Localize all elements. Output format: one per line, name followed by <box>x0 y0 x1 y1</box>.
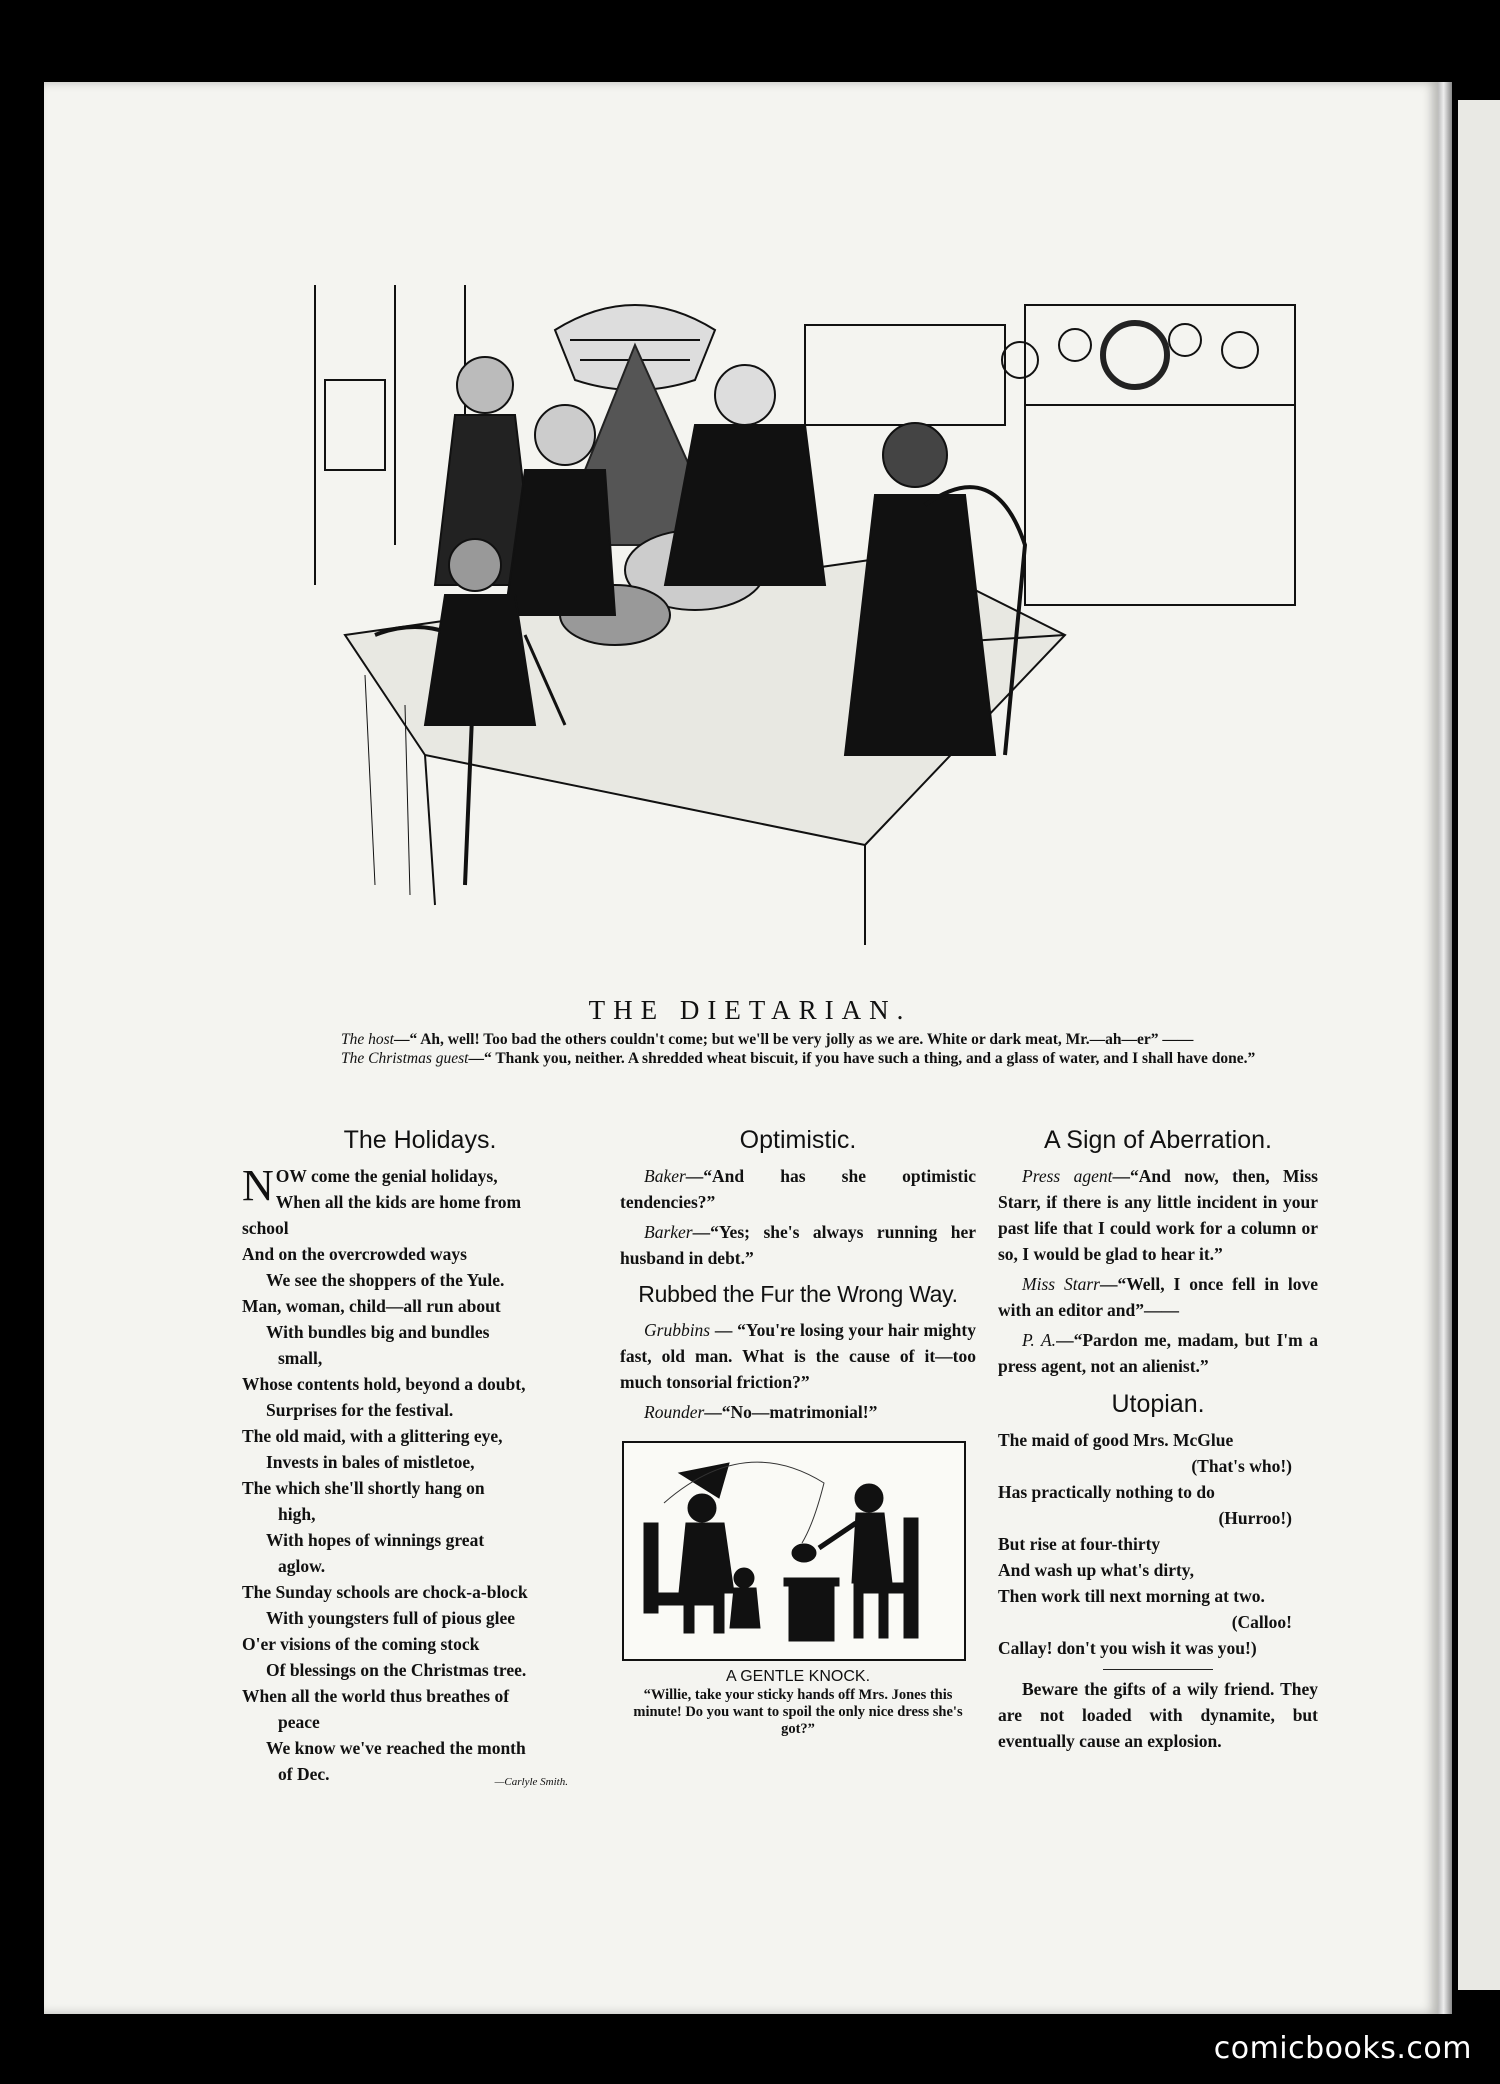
poem-line: With youngsters full of pious glee <box>266 1608 516 1628</box>
poem-line: We see the shoppers of the Yule. <box>266 1270 505 1290</box>
poem-line: high, <box>278 1504 316 1524</box>
dialogue-line <box>620 1317 976 1395</box>
drop-cap: N <box>242 1161 274 1210</box>
poem-line: school <box>242 1218 289 1238</box>
cartoon-caption <box>305 1030 1300 1068</box>
poem-title: The Holidays. <box>343 1126 497 1154</box>
section-divider <box>1103 1669 1213 1670</box>
poem-line: (Calloo! <box>1231 1612 1292 1632</box>
speaker-name: Miss Starr <box>1022 1274 1100 1294</box>
dialogue-text: —“And now, then, Miss Starr, if there is any little incident in your past life that I could work for a column or so, I would be glad to hear it.” <box>998 1166 1318 1264</box>
speaker-name: Rounder <box>644 1402 705 1422</box>
dialogue-text: —“No—matrimonial!” <box>704 1402 878 1422</box>
poem-line: With hopes of winnings great <box>266 1530 485 1550</box>
poem-verse <box>242 1163 598 1787</box>
cartoon-title: THE DIETARIAN. <box>588 995 912 1025</box>
speaker-name: P. A. <box>1022 1330 1057 1350</box>
poem-line: aglow. <box>278 1556 326 1576</box>
caption-line-guest <box>305 1049 1300 1068</box>
first-line-text: OW come the genial holidays, <box>275 1166 498 1186</box>
poem-line: (That's who!) <box>1191 1456 1292 1476</box>
speaker-name: Grubbins <box>644 1320 711 1340</box>
poem-line: But rise at four-thirty <box>998 1534 1161 1554</box>
adjacent-page-strip <box>1458 100 1500 1990</box>
poem-line: small, <box>278 1348 323 1368</box>
poem-author: —Carlyle Smith. <box>494 1776 568 1788</box>
poem-line: Then work till next morning at two. <box>998 1586 1265 1606</box>
silhouette-illustration <box>622 1441 966 1661</box>
dialogue-text: —“And has she optimistic tendencies?” <box>620 1166 976 1212</box>
dialogue-text: —“Well, I once fell in love with an editor and”—— <box>998 1274 1318 1320</box>
caption-text: —“ Thank you, neither. A shredded wheat biscuit, if you have such a thing, and a glass of water, and I shall have done.” <box>468 1050 1256 1067</box>
joke-title: Rubbed the Fur the Wrong Way. <box>638 1281 958 1307</box>
dinner-scene-drawing <box>305 285 1320 955</box>
caption-line-host <box>305 1030 1300 1049</box>
poem-line: Surprises for the festival. <box>266 1400 454 1420</box>
dialogue-text: — “You're losing your hair mighty fast, old man. What is the cause of it—too much tonsorial friction?” <box>620 1320 976 1392</box>
site-watermark: comicbooks.com <box>1213 2031 1472 2066</box>
poem-line: Callay! don't you wish it was you!) <box>998 1638 1257 1658</box>
poem-line: The maid of good Mrs. McGlue <box>998 1430 1234 1450</box>
column-middle <box>620 1125 976 1738</box>
silhouette-drawing <box>624 1443 964 1659</box>
poem-line: When all the kids are home from <box>275 1192 522 1212</box>
poem-line: Has practically nothing to do <box>998 1482 1215 1502</box>
page-fold-shadow <box>1438 82 1452 2014</box>
poem-line: And on the overcrowded ways <box>242 1244 467 1264</box>
dialogue-text: —“Yes; she's always running her husband in debt.” <box>620 1222 976 1268</box>
dialogue-line <box>998 1327 1318 1379</box>
dialogue-text: —“Pardon me, madam, but I'm a press agent, not an alienist.” <box>998 1330 1318 1376</box>
speaker-name: Barker <box>644 1222 693 1242</box>
dialogue-line <box>620 1399 976 1425</box>
silhouette-quote: “Willie, take your sticky hands off Mrs. Jones this minute! Do you want to spoil the only nice dress she's got?” <box>633 1687 963 1737</box>
poem-line: O'er visions of the coming stock <box>242 1634 480 1654</box>
joke-title: Optimistic. <box>739 1126 857 1154</box>
poem-line: Whose contents hold, beyond a doubt, <box>242 1374 526 1394</box>
caption-speaker: The Christmas guest <box>341 1050 469 1067</box>
poem-line: When all the world thus breathes of <box>242 1686 510 1706</box>
caption-text: —“ Ah, well! Too bad the others couldn't come; but we'll be very jolly as we are. White or dark meat, Mr.—ah—er” —— <box>393 1031 1194 1048</box>
poem-line: With bundles big and bundles <box>266 1322 490 1342</box>
joke-title: A Sign of Aberration. <box>1044 1126 1272 1154</box>
poem-line: Man, woman, child—all run about <box>242 1296 501 1316</box>
poem-line: The old maid, with a glittering eye, <box>242 1426 503 1446</box>
dinner-scene-illustration <box>305 285 1320 955</box>
dialogue-line <box>998 1271 1318 1323</box>
poem-line: We know we've reached the month <box>266 1738 526 1758</box>
dialogue-line <box>998 1163 1318 1267</box>
poem-line: And wash up what's dirty, <box>998 1560 1194 1580</box>
poem-line: peace <box>278 1712 320 1732</box>
poem-line: The which she'll shortly hang on <box>242 1478 485 1498</box>
poem-line: (Hurroo!) <box>1218 1508 1292 1528</box>
poem-line: of Dec. <box>278 1764 330 1784</box>
dialogue-line <box>620 1163 976 1215</box>
column-right <box>998 1125 1318 1758</box>
dialogue-line <box>620 1219 976 1271</box>
speaker-name: Press agent <box>1022 1166 1113 1186</box>
speaker-name: Baker <box>644 1166 686 1186</box>
epigram-text: Beware the gifts of a wily friend. They are not loaded with dynamite, but eventually cause an explosion. <box>998 1679 1318 1751</box>
caption-speaker: The host <box>341 1031 394 1048</box>
poem-verse <box>998 1427 1318 1661</box>
poem-line: Invests in bales of mistletoe, <box>266 1452 475 1472</box>
poem-line: The Sunday schools are chock-a-block <box>242 1582 528 1602</box>
poem-line: Of blessings on the Christmas tree. <box>266 1660 527 1680</box>
poem-title: Utopian. <box>1111 1390 1205 1418</box>
silhouette-title: A GENTLE KNOCK. <box>725 1668 871 1685</box>
column-holidays <box>242 1125 598 1795</box>
